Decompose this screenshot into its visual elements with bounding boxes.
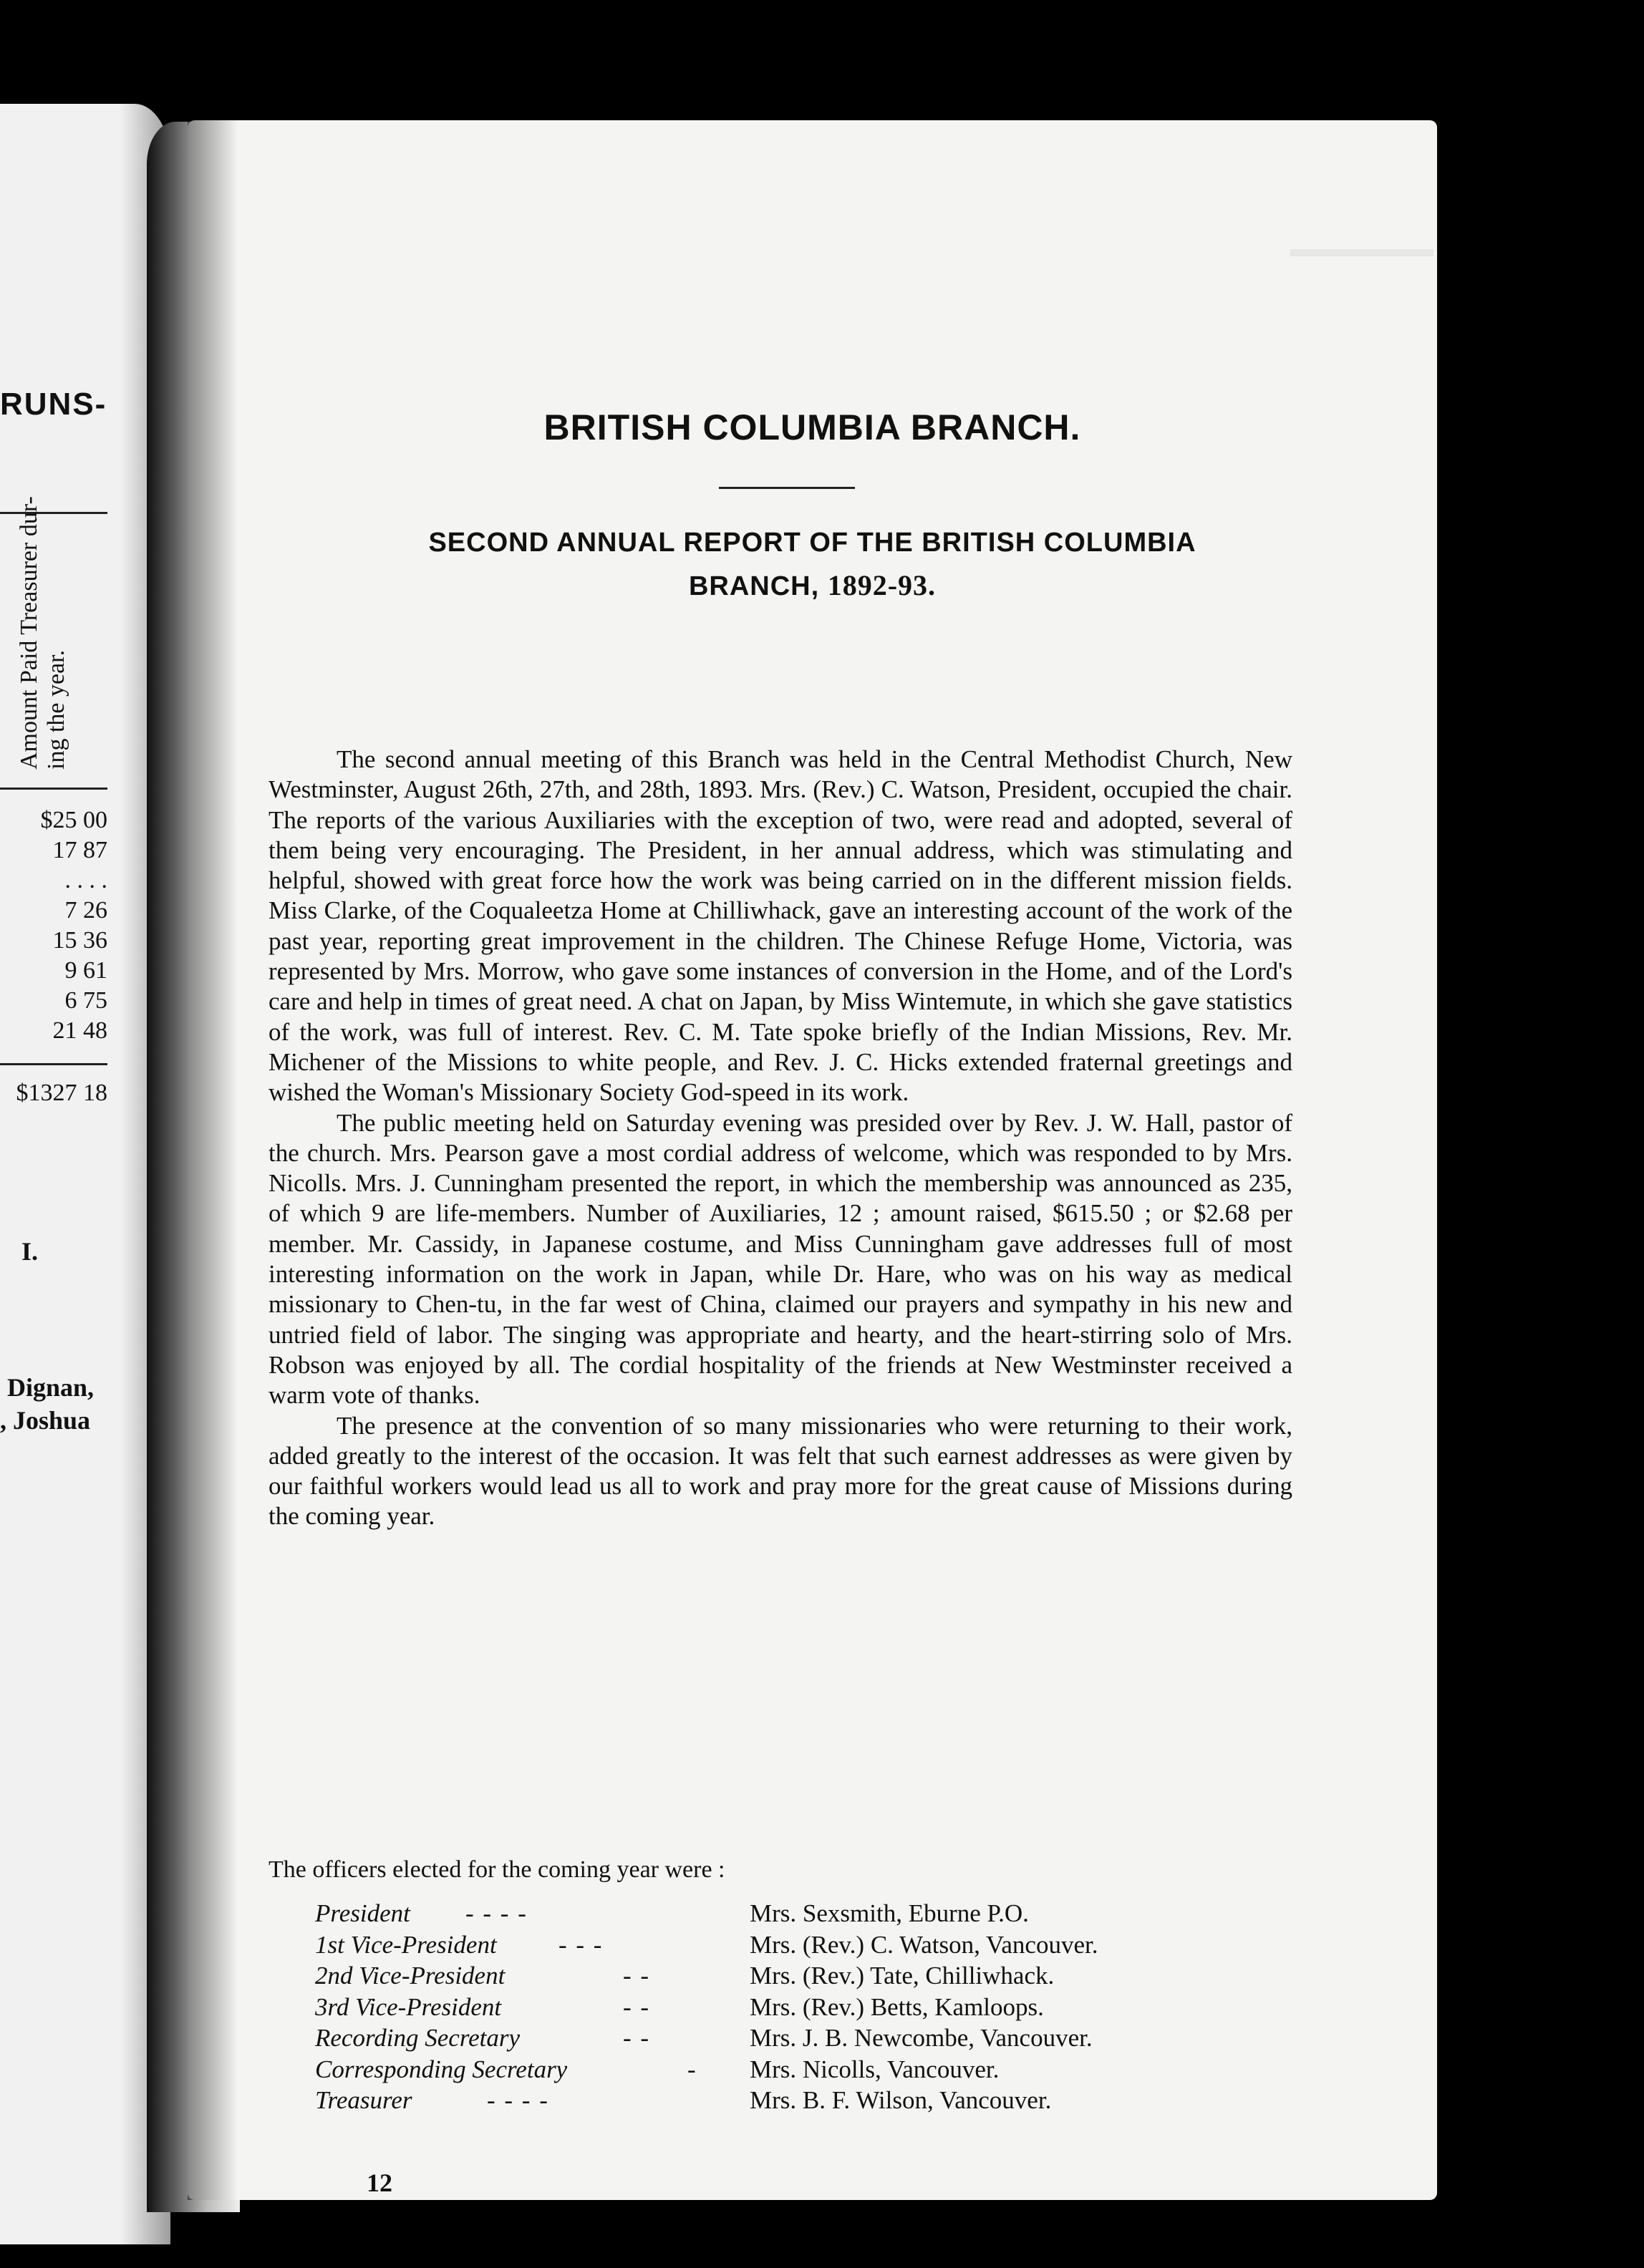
officer-row (315, 2086, 1317, 2118)
amount-row: . . . . (64, 867, 107, 893)
title-rule (719, 487, 855, 489)
page-number: 12 (367, 2168, 392, 2197)
bleed-through (1290, 249, 1433, 256)
officer-row (315, 2055, 1317, 2087)
officer-leader: - - - - (487, 2086, 549, 2114)
officer-role: 2nd Vice-President (315, 1962, 506, 1990)
officer-name: Mrs. J. B. Newcombe, Vancouver. (750, 2024, 1093, 2052)
previous-page-rule (0, 788, 107, 790)
officer-leader: - - (623, 2024, 651, 2052)
amount-row: 6 75 (64, 987, 107, 1014)
officer-role: President (315, 1899, 410, 1927)
officer-role: Corresponding Secretary (315, 2055, 568, 2083)
officer-row (315, 1931, 1317, 1962)
officer-name: Mrs. (Rev.) Tate, Chilliwhack. (750, 1962, 1055, 1990)
previous-page-amounts (0, 805, 107, 1046)
paragraph: The presence at the convention of so many missionaries who were returning to their work, added greatly to the interest of the occasion. It was felt that such earnest addresses as were given by our faithful workers would lead us all to work and pray more for the great cause of Missions during the coming year. (269, 1411, 1292, 1531)
amount-row: 7 26 (64, 897, 107, 924)
subtitle-year: 1892-93. (827, 569, 937, 601)
previous-page (0, 104, 170, 2244)
officer-role: 1st Vice-President (315, 1930, 497, 1959)
subtitle-line-2: BRANCH, (688, 571, 820, 601)
previous-page-total: $1327 18 (16, 1080, 107, 1106)
book-page (188, 120, 1437, 2200)
paragraph: The public meeting held on Saturday evening was presided over by Rev. J. W. Hall, pastor of the church. Mrs. Pearson gave a most cordial address of welcome, which was responded to by Mrs. Nicolls. Mrs. J. Cunningham presented the report, in which the membership was announced as 235, of which 9 are life-members. Number of Auxiliaries, 12 ; amount raised, $615.50 ; or $2.68 per member. Mr. Cassidy, in Japanese costume, and Miss Cunningham gave addresses full of most interesting information on the work in Japan, while Dr. Hare, who was on his way as medical missionary to Chen-tu, in the far west of China, claimed our prayers and sympathy in his new and untried field of labor. The singing was appropriate and hearty, and the heart-stirring solo of Mrs. Robson was enjoyed by all. The cordial hospitality of the friends at New Westminster received a warm vote of thanks. (269, 1108, 1292, 1410)
officer-role: Recording Secretary (315, 2024, 521, 2052)
amount-row: $25 00 (40, 807, 107, 833)
officer-row (315, 2024, 1317, 2055)
officer-name: Mrs. (Rev.) C. Watson, Vancouver. (750, 1930, 1098, 1959)
officer-name: Mrs. B. F. Wilson, Vancouver. (750, 2086, 1052, 2114)
officer-name: Mrs. Sexsmith, Eburne P.O. (750, 1899, 1029, 1927)
officer-leader: - - (623, 1962, 651, 1990)
page-title: BRITISH COLUMBIA BRANCH. (543, 407, 1081, 447)
officer-row (315, 1993, 1317, 2025)
officer-role: Treasurer (315, 2086, 412, 2114)
officer-role: 3rd Vice-President (315, 1992, 502, 2021)
report-body (269, 745, 1292, 1532)
amount-row: 17 87 (52, 837, 107, 863)
amount-row: 21 48 (52, 1017, 107, 1044)
officer-leader: - (687, 2055, 697, 2083)
amount-row: 9 61 (64, 957, 107, 984)
previous-page-column-header: Amount Paid Treasurer dur- ing the year. (16, 496, 69, 770)
officer-leader: - - (623, 1992, 651, 2021)
previous-page-rule (0, 1063, 107, 1065)
previous-page-name-line: , Joshua (0, 1406, 91, 1435)
officers-list (315, 1899, 1317, 2118)
amount-row: 15 36 (52, 927, 107, 954)
officers-intro: The officers elected for the coming year were : (269, 1856, 725, 1883)
subtitle-line-1: SECOND ANNUAL REPORT OF THE BRITISH COLUMBIA (428, 528, 1196, 558)
officer-name: Mrs. (Rev.) Betts, Kamloops. (750, 1992, 1044, 2021)
officer-leader: - - - (559, 1930, 604, 1959)
officer-row (315, 1962, 1317, 1993)
previous-page-roman-numeral: I. (21, 1237, 39, 1266)
officer-row (315, 1899, 1317, 1931)
report-subtitle (274, 521, 1351, 608)
previous-page-heading: RUNS- (0, 387, 107, 422)
officer-name: Mrs. Nicolls, Vancouver. (750, 2055, 1000, 2083)
paragraph: The second annual meeting of this Branch was held in the Central Methodist Church, New Westminster, August 26th, 27th, and 28th, 1893. Mrs. (Rev.) C. Watson, President, occupied the chair. The reports of the various Auxiliaries with the exception of two, were read and adopted, several of them being very encouraging. The President, in her annual address, which was stimulating and helpful, showed with great force how the work was being carried on in the different mission fields. Miss Clarke, of the Coqualeetza Home at Chilliwhack, gave an interesting account of the work of the past year, reporting great improvement in the children. The Chinese Refuge Home, Victoria, was represented by Mrs. Morrow, who gave some instances of conversion in the Home, and of the Lord's care and help in times of great need. A chat on Japan, by Miss Wintemute, in which she gave statistics of the work, was full of interest. Rev. C. M. Tate spoke briefly of the Indian Missions, Rev. Mr. Michener of the Missions to white people, and Rev. J. C. Hicks extended fraternal greetings and wished the Woman's Missionary Society God-speed in its work. (269, 745, 1292, 1107)
previous-page-name-line: Dignan, (7, 1373, 95, 1402)
officer-leader: - - - - (465, 1899, 528, 1927)
